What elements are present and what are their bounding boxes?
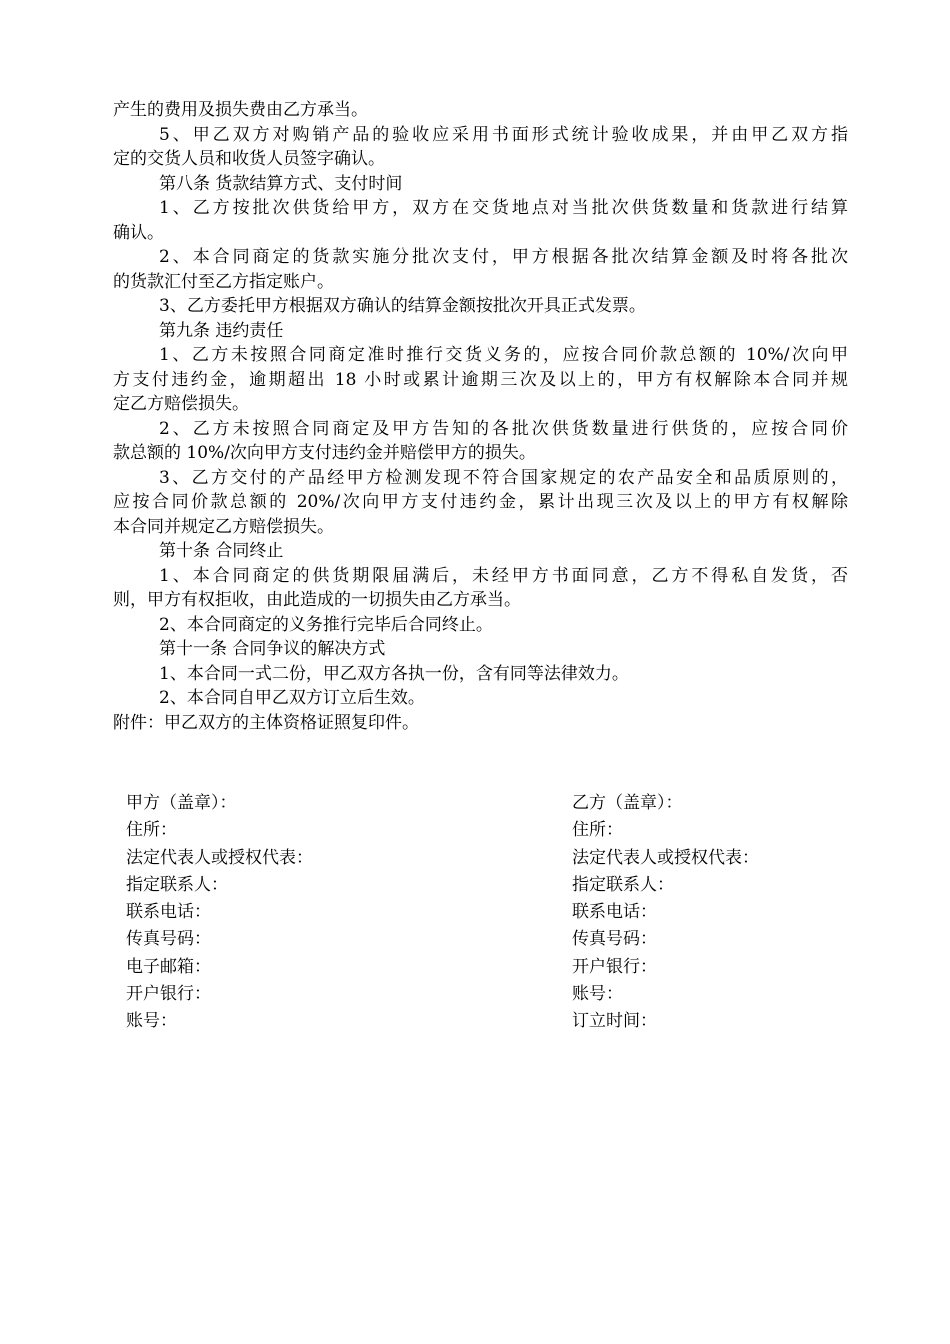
party-b-fax-label: 传真号码：	[572, 929, 657, 950]
section-heading-11: 第十一条 合同争议的解决方式	[159, 639, 386, 659]
clause-line: 的货款汇付至乙方指定账户。	[113, 271, 334, 292]
section-heading-9: 第九条 违约责任	[159, 320, 284, 341]
party-b-account-label: 账号：	[572, 984, 623, 1005]
clause-line: 1、乙方未按照合同商定准时推行交货义务的，应按合同价款总额的 10%/次向甲	[159, 345, 848, 365]
party-a-seal-label: 甲方（盖章）：	[126, 793, 237, 813]
party-b-phone-label: 联系电话：	[572, 902, 657, 923]
clause-line: 1、本合同一式二份，甲乙双方各执一份，含有同等法律效力。	[159, 663, 629, 684]
clause-line: 2、本合同商定的货款实施分批次支付，甲方根据各批次结算金额及时将各批次	[159, 247, 848, 267]
party-a-signature	[126, 790, 313, 1036]
clause-line: 则，甲方有权拒收，由此造成的一切损失由乙方承当。	[113, 590, 521, 610]
clause-line: 2、本合同自甲乙双方订立后生效。	[159, 688, 425, 708]
party-a-contact-label: 指定联系人：	[126, 874, 228, 895]
party-b-address-label: 住所：	[572, 820, 623, 841]
party-b-contact-label: 指定联系人：	[572, 874, 674, 895]
section-heading-10: 第十条 合同终止	[159, 541, 284, 561]
clause-line: 应按合同价款总额的 20%/次向甲方支付违约金，累计出现三次及以上的甲方有权解除	[113, 492, 848, 512]
clause-line: 方支付违约金，逾期超出 18 小时或累计逾期三次及以上的，甲方有权解除本合同并规	[113, 369, 848, 390]
party-a-phone-label: 联系电话：	[126, 902, 211, 923]
clause-line: 确认。	[113, 222, 164, 243]
clause-line: 3、乙方委托甲方根据双方确认的结算金额按批次开具正式发票。	[159, 296, 646, 316]
attachment-note: 附件：甲乙双方的主体资格证照复印件。	[113, 712, 419, 733]
clause-line: 1、乙方按批次供货给甲方，双方在交货地点对当批次供货数量和货款进行结算	[159, 198, 848, 218]
party-b-rep-label: 法定代表人或授权代表：	[572, 847, 759, 868]
party-a-bank-label: 开户银行：	[126, 984, 211, 1005]
party-a-rep-label: 法定代表人或授权代表：	[126, 847, 313, 868]
clause-line: 款总额的 10%/次向甲方支付违约金并赔偿甲方的损失。	[113, 443, 536, 463]
section-heading-8: 第八条 货款结算方式、支付时间	[159, 173, 403, 194]
party-b-seal-label: 乙方（盖章）：	[572, 793, 683, 813]
party-b-signature	[572, 790, 759, 1036]
clause-line: 产生的费用及损失费由乙方承当。	[113, 100, 368, 120]
clause-line: 2、乙方未按照合同商定及甲方告知的各批次供货数量进行供货的，应按合同价	[159, 418, 848, 439]
clause-line: 定的交货人员和收货人员签字确认。	[113, 149, 385, 169]
party-a-fax-label: 传真号码：	[126, 929, 211, 950]
clause-line: 定乙方赔偿损失。	[113, 394, 249, 414]
party-a-account-label: 账号：	[126, 1011, 177, 1032]
clause-line: 1、本合同商定的供货期限届满后，未经甲方书面同意，乙方不得私自发货，否	[159, 565, 848, 586]
party-a-address-label: 住所：	[126, 820, 177, 841]
party-b-bank-label: 开户银行：	[572, 956, 657, 977]
clause-line: 2、本合同商定的义务推行完毕后合同终止。	[159, 614, 493, 635]
party-a-email-label: 电子邮箱：	[126, 956, 211, 977]
clause-line: 5、甲乙双方对购销产品的验收应采用书面形式统计验收成果，并由甲乙双方指	[159, 124, 848, 145]
party-b-date-label: 订立时间：	[572, 1011, 657, 1032]
clause-line: 3、乙方交付的产品经甲方检测发现不符合国家规定的农产品安全和品质原则的，	[159, 467, 848, 488]
clause-line: 本合同并规定乙方赔偿损失。	[113, 516, 334, 537]
contract-body	[113, 98, 848, 735]
